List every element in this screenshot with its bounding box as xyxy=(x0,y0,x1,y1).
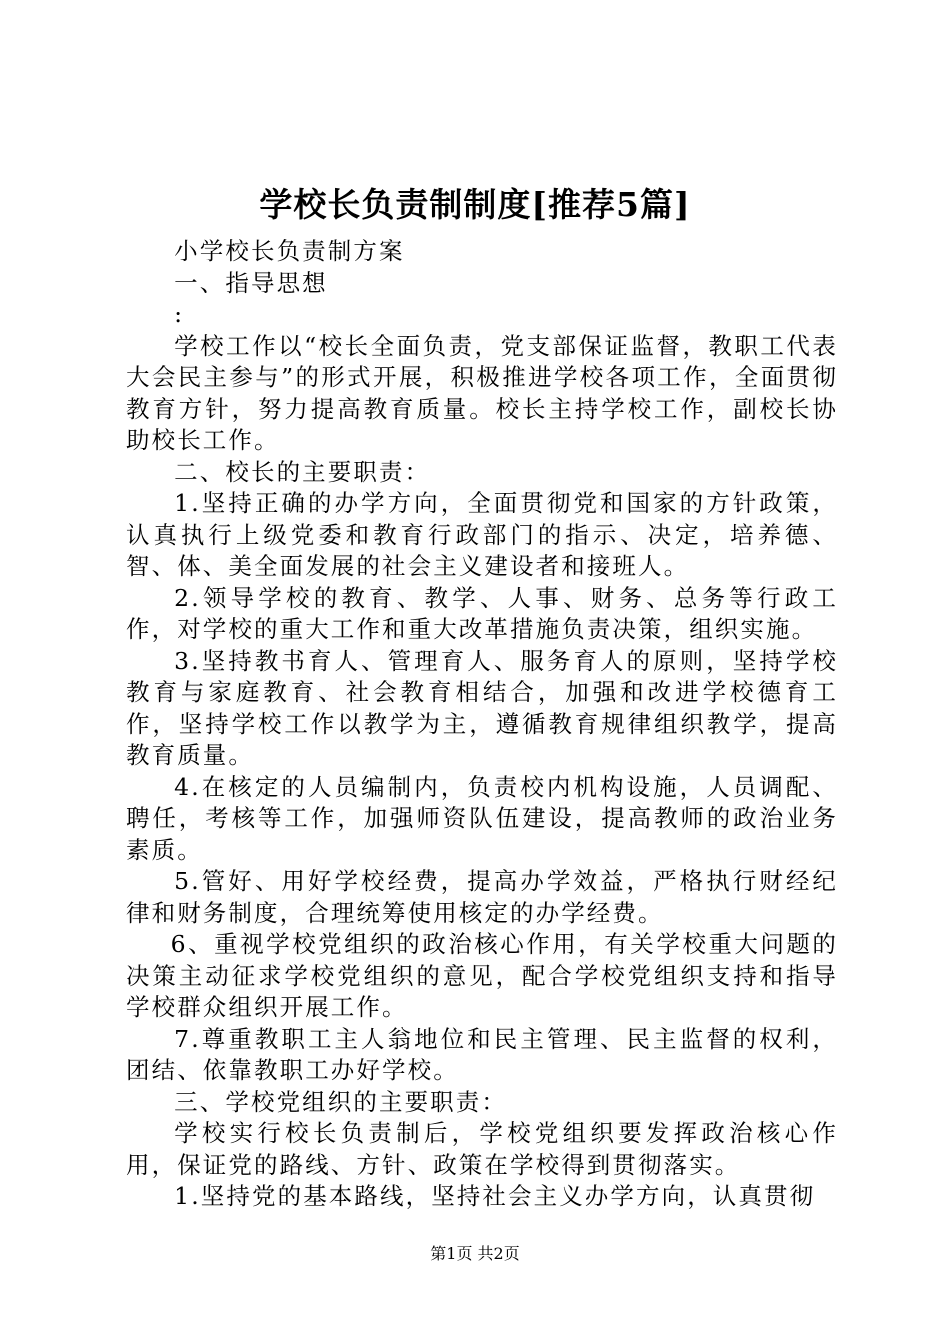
page-footer: 第1页 共2页 xyxy=(430,1244,520,1263)
document-body xyxy=(126,236,838,1213)
list-item: 4.在核定的人员编制内，负责校内机构设施，人员调配、聘任，考核等工作，加强师资队伍建设，提高教师的政治业务素质。 xyxy=(126,772,838,864)
list-item: 1.坚持正确的办学方向，全面贯彻党和国家的方针政策，认真执行上级党委和教育行政部门的指示、决定，培养德、智、体、美全面发展的社会主义建设者和接班人。 xyxy=(126,489,838,580)
section-heading: 二、校长的主要职责： xyxy=(174,457,431,486)
paragraph: 学校实行校长负责制后，学校党组织要发挥政治核心作用，保证党的路线、方针、政策在学校得到贯彻落实。 xyxy=(126,1119,838,1179)
paragraph: 学校工作以“校长全面负责，党支部保证监督，教职工代表大会民主参与”的形式开展，积极推进学校各项工作，全面贯彻教育方针，努力提高教育质量。校长主持学校工作，副校长协助校长工作。 xyxy=(126,331,838,454)
section-heading: 三、学校党组织的主要职责： xyxy=(174,1087,507,1116)
document-title: 学校长负责制制度[推荐5篇] xyxy=(259,185,691,224)
paragraph: 小学校长负责制方案 xyxy=(174,237,405,265)
section-heading: 一、指导思想 xyxy=(174,268,328,297)
list-item: 2.领导学校的教育、教学、人事、财务、总务等行政工作，对学校的重大工作和重大改革措施负责决策，组织实施。 xyxy=(126,583,838,643)
list-item: 5.管好、用好学校经费，提高办学效益，严格执行财经纪律和财务制度，合理统筹使用核定的办学经费。 xyxy=(126,867,838,927)
list-item: 3.坚持教书育人、管理育人、服务育人的原则，坚持学校教育与家庭教育、社会教育相结合，加强和改进学校德育工作，坚持学校工作以教学为主，遵循教育规律组织教学，提高教育质量。 xyxy=(126,646,838,769)
list-item: 7.尊重教职工主人翁地位和民主管理、民主监督的权利，团结、依靠教职工办好学校。 xyxy=(126,1024,838,1084)
list-item: 1.坚持党的基本路线，坚持社会主义办学方向，认真贯彻 xyxy=(174,1182,816,1210)
paragraph: : xyxy=(174,300,185,328)
list-item: 6、重视学校党组织的政治核心作用，有关学校重大问题的决策主动征求学校党组织的意见，配合学校党组织支持和指导学校群众组织开展工作。 xyxy=(126,930,838,1021)
